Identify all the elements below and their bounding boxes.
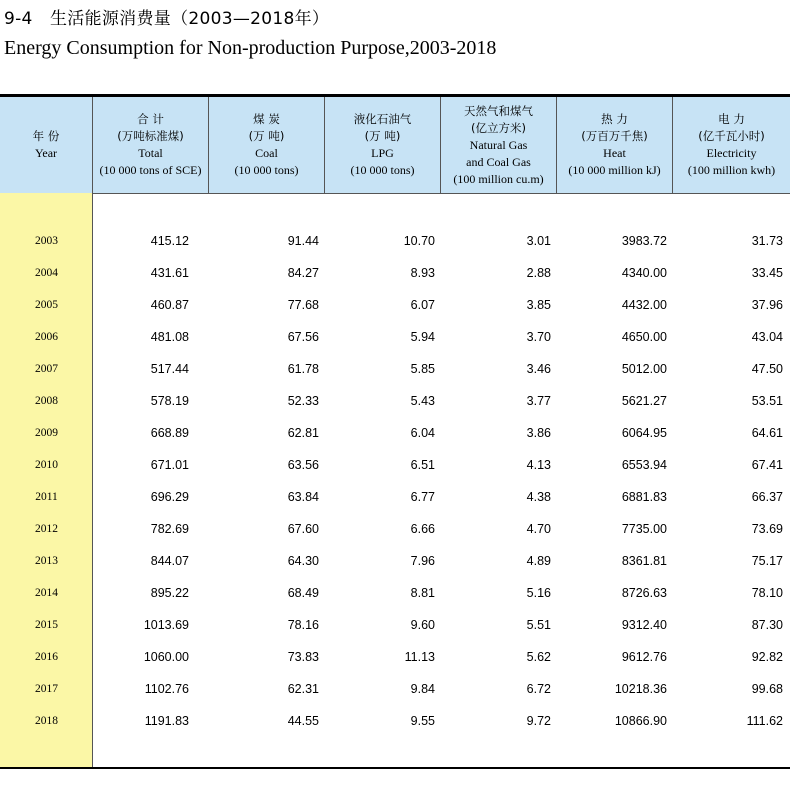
cell-lpg: 6.77 [410, 490, 435, 504]
header-coal [209, 97, 325, 193]
table-row [0, 417, 790, 449]
cell-total: 782.69 [150, 522, 189, 536]
cell-coal: 77.68 [287, 298, 319, 312]
header-total-unit-cn: (万吨标准煤) [117, 129, 184, 143]
header-lpg-unit-en: (10 000 tons) [350, 163, 415, 177]
header-year [0, 97, 93, 193]
cell-year: 2008 [35, 395, 58, 407]
cell-coal: 62.81 [287, 426, 319, 440]
cell-year: 2018 [35, 715, 58, 727]
cell-year: 2004 [35, 267, 58, 279]
cell-electricity: 64.61 [751, 426, 783, 440]
cell-electricity: 75.17 [751, 554, 783, 568]
cell-coal: 67.56 [287, 330, 319, 344]
cell-year: 2009 [35, 427, 58, 439]
cell-year: 2011 [35, 491, 58, 503]
cell-year: 2015 [35, 619, 58, 631]
table-row [0, 385, 790, 417]
header-electricity-unit-en: (100 million kwh) [687, 163, 776, 177]
cell-coal: 63.84 [287, 490, 319, 504]
cell-gas: 6.72 [526, 682, 551, 696]
header-coal-unit-cn: (万 吨) [248, 129, 285, 143]
table-row [0, 449, 790, 481]
cell-year: 2006 [35, 331, 58, 343]
cell-heat: 8726.63 [621, 586, 667, 600]
cell-total: 460.87 [150, 298, 189, 312]
cell-total: 671.01 [150, 458, 189, 472]
header-electricity-en: Electricity [706, 146, 757, 160]
cell-lpg: 5.85 [410, 362, 435, 376]
cell-coal: 61.78 [287, 362, 319, 376]
cell-heat: 4340.00 [621, 266, 667, 280]
table-row [0, 481, 790, 513]
header-heat-en: Heat [603, 146, 626, 160]
cell-electricity: 87.30 [751, 618, 783, 632]
cell-total: 1102.76 [144, 682, 189, 696]
cell-electricity: 31.73 [751, 234, 783, 248]
table-body [0, 193, 790, 767]
header-heat-unit-en: (10 000 million kJ) [568, 163, 661, 177]
header-total-cn: 合 计 [137, 112, 164, 126]
header-gas-en2: and Coal Gas [466, 154, 531, 169]
cell-gas: 4.89 [526, 554, 551, 568]
cell-gas: 4.70 [526, 522, 551, 536]
cell-gas: 3.70 [526, 330, 551, 344]
table-row [0, 577, 790, 609]
cell-coal: 62.31 [287, 682, 319, 696]
page-title-chinese: 9-4 生活能源消费量（2003—2018年） [4, 9, 330, 29]
cell-total: 1060.00 [143, 650, 189, 664]
cell-year: 2017 [35, 683, 58, 695]
header-total [93, 97, 209, 193]
table-row [0, 289, 790, 321]
cell-total: 844.07 [150, 554, 189, 568]
cell-lpg: 11.13 [404, 650, 435, 664]
cell-total: 578.19 [150, 394, 189, 408]
table-row [0, 545, 790, 577]
header-year-cn: 年 份 [32, 129, 60, 143]
cell-electricity: 99.68 [751, 682, 783, 696]
cell-lpg: 9.55 [410, 714, 435, 728]
table-row [0, 609, 790, 641]
cell-coal: 44.55 [287, 714, 319, 728]
cell-electricity: 78.10 [751, 586, 783, 600]
cell-electricity: 67.41 [751, 458, 783, 472]
header-total-unit-en: (10 000 tons of SCE) [99, 163, 202, 177]
cell-coal: 64.30 [287, 554, 319, 568]
cell-total: 481.08 [150, 330, 189, 344]
table-row [0, 641, 790, 673]
table-row [0, 705, 790, 737]
cell-lpg: 6.07 [410, 298, 435, 312]
cell-gas: 4.38 [526, 490, 551, 504]
header-heat [557, 97, 673, 193]
cell-coal: 67.60 [287, 522, 319, 536]
header-year-en: Year [34, 146, 58, 160]
cell-electricity: 73.69 [751, 522, 783, 536]
table-row [0, 353, 790, 385]
cell-lpg: 9.84 [410, 682, 435, 696]
cell-heat: 7735.00 [621, 522, 667, 536]
header-gas-unit-cn: (亿立方米) [471, 120, 526, 135]
table-header [0, 97, 790, 194]
cell-gas: 2.88 [526, 266, 551, 280]
cell-coal: 63.56 [287, 458, 319, 472]
cell-total: 895.22 [150, 586, 189, 600]
cell-gas: 3.01 [526, 234, 551, 248]
cell-total: 1191.83 [144, 714, 189, 728]
cell-heat: 4650.00 [621, 330, 667, 344]
header-total-en: Total [138, 146, 163, 160]
cell-heat: 3983.72 [621, 234, 667, 248]
cell-heat: 6064.95 [621, 426, 667, 440]
cell-total: 415.12 [150, 234, 189, 248]
cell-heat: 5621.27 [621, 394, 667, 408]
cell-gas: 5.62 [526, 650, 551, 664]
cell-heat: 4432.00 [621, 298, 667, 312]
cell-heat: 6881.83 [621, 490, 667, 504]
cell-year: 2013 [35, 555, 58, 567]
table-row [0, 513, 790, 545]
cell-electricity: 33.45 [751, 266, 783, 280]
cell-lpg: 6.51 [410, 458, 435, 472]
cell-heat: 5012.00 [621, 362, 667, 376]
cell-electricity: 111.62 [746, 714, 783, 728]
cell-total: 517.44 [150, 362, 189, 376]
header-gas-unit-en: (100 million cu.m) [453, 171, 544, 186]
cell-total: 431.61 [150, 266, 189, 280]
header-electricity [673, 97, 790, 193]
table-row [0, 673, 790, 705]
header-lpg-cn: 液化石油气 [353, 112, 412, 126]
cell-electricity: 47.50 [751, 362, 783, 376]
cell-lpg: 9.60 [410, 618, 435, 632]
cell-year: 2016 [35, 651, 58, 663]
cell-coal: 68.49 [287, 586, 319, 600]
cell-heat: 8361.81 [621, 554, 667, 568]
cell-year: 2012 [35, 523, 58, 535]
cell-total: 668.89 [150, 426, 189, 440]
cell-lpg: 6.04 [410, 426, 435, 440]
cell-year: 2007 [35, 363, 58, 375]
cell-electricity: 66.37 [751, 490, 783, 504]
header-electricity-unit-cn: (亿千瓦小时) [698, 129, 765, 143]
cell-year: 2010 [35, 459, 58, 471]
cell-gas: 3.46 [526, 362, 551, 376]
table-row [0, 225, 790, 257]
table-row [0, 321, 790, 353]
header-lpg-unit-cn: (万 吨) [364, 129, 401, 143]
header-coal-en: Coal [255, 146, 278, 160]
cell-coal: 52.33 [287, 394, 319, 408]
cell-total: 696.29 [150, 490, 189, 504]
header-lpg-en: LPG [371, 146, 394, 160]
cell-electricity: 53.51 [751, 394, 783, 408]
header-heat-cn: 热 力 [601, 112, 628, 126]
cell-coal: 91.44 [287, 234, 319, 248]
page-title-english: Energy Consumption for Non-production Purpose,2003-2018 [4, 37, 497, 59]
cell-heat: 6553.94 [621, 458, 667, 472]
cell-coal: 73.83 [287, 650, 319, 664]
cell-heat: 10866.90 [614, 714, 667, 728]
cell-coal: 84.27 [287, 266, 319, 280]
cell-electricity: 37.96 [751, 298, 783, 312]
cell-lpg: 7.96 [410, 554, 435, 568]
cell-gas: 3.85 [526, 298, 551, 312]
cell-heat: 9312.40 [621, 618, 667, 632]
cell-lpg: 5.94 [410, 330, 435, 344]
cell-year: 2014 [35, 587, 58, 599]
cell-gas: 9.72 [526, 714, 551, 728]
header-gas-en: Natural Gas [469, 137, 528, 152]
cell-heat: 9612.76 [621, 650, 667, 664]
cell-lpg: 10.70 [403, 234, 435, 248]
cell-lpg: 5.43 [410, 394, 435, 408]
cell-coal: 78.16 [287, 618, 319, 632]
header-gas-cn: 天然气和煤气 [464, 103, 533, 118]
cell-lpg: 6.66 [410, 522, 435, 536]
header-heat-unit-cn: (万百万千焦) [581, 129, 648, 143]
header-gas [441, 97, 557, 193]
table-bottom-rule [0, 767, 790, 769]
cell-electricity: 43.04 [751, 330, 783, 344]
cell-gas: 5.16 [526, 586, 551, 600]
cell-lpg: 8.81 [410, 586, 435, 600]
cell-heat: 10218.36 [614, 682, 667, 696]
header-coal-cn: 煤 炭 [253, 112, 280, 126]
table-row [0, 257, 790, 289]
cell-total: 1013.69 [143, 618, 189, 632]
header-electricity-cn: 电 力 [718, 112, 745, 126]
cell-electricity: 92.82 [751, 650, 783, 664]
cell-year: 2005 [35, 299, 58, 311]
cell-year: 2003 [35, 235, 58, 247]
cell-gas: 3.77 [526, 394, 551, 408]
header-coal-unit-en: (10 000 tons) [234, 163, 299, 177]
cell-gas: 3.86 [526, 426, 551, 440]
cell-lpg: 8.93 [410, 266, 435, 280]
cell-gas: 5.51 [526, 618, 551, 632]
cell-gas: 4.13 [526, 458, 551, 472]
header-lpg [325, 97, 441, 193]
